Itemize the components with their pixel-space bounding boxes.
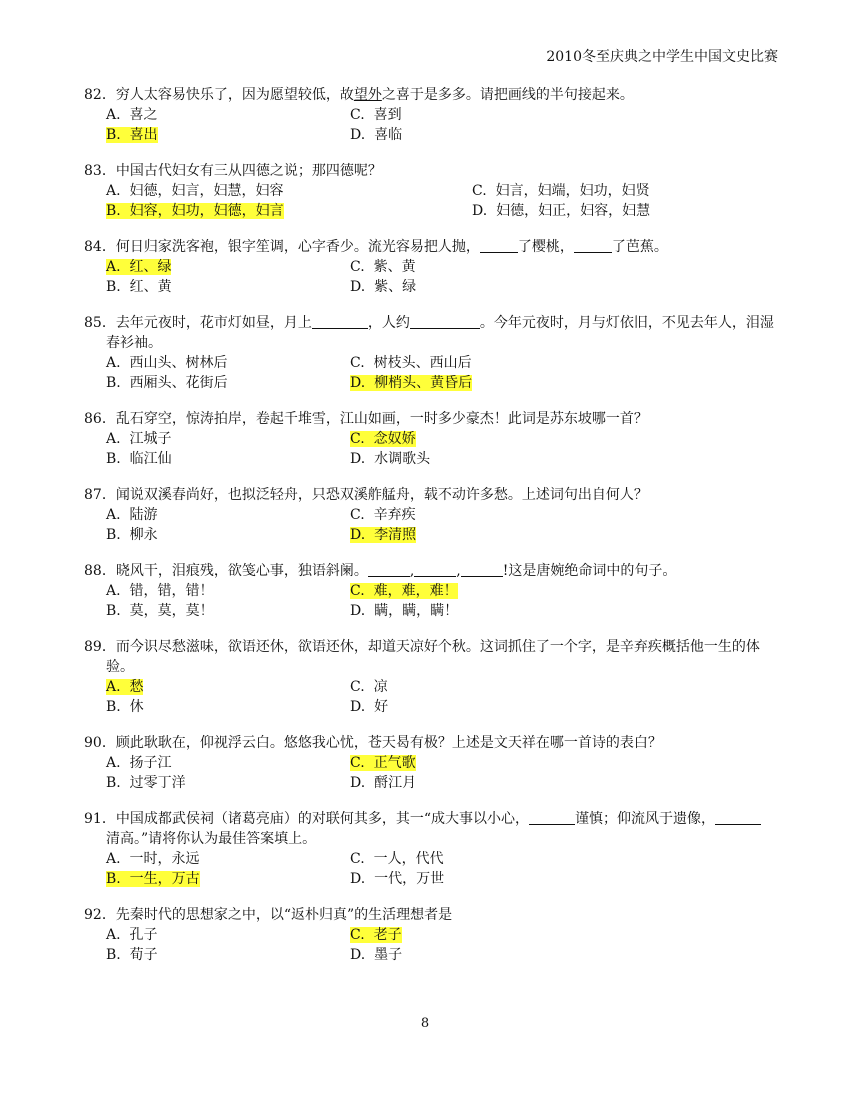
question-text: 86．乱石穿空，惊涛拍岸，卷起千堆雪，江山如画，一时多少豪杰！此词是苏东坡哪一首？	[84, 411, 648, 427]
option-d[interactable]: D. 酹江月	[350, 775, 417, 791]
question-89	[84, 637, 774, 717]
question-number: 87	[84, 487, 102, 503]
option-d[interactable]: D. 一代，万世	[350, 871, 445, 887]
options-grid	[84, 849, 774, 889]
question-text: 87．闻说双溪春尚好，也拟泛轻舟，只恐双溪舴艋舟，载不动许多愁。上述词句出自何人？	[84, 487, 648, 503]
underlined-phrase: 望外	[353, 87, 382, 103]
question-text: 91．中国成都武侯祠（诸葛亮庙）的对联何其多，其一“成大事以小心， 谨慎；仰流风于遗像，清高。”请将你认为最佳答案填上。	[84, 809, 774, 849]
question-86	[84, 409, 774, 469]
answer-blank	[410, 314, 480, 329]
option-d-correct[interactable]: D. 柳梢头、黄昏后	[350, 375, 473, 391]
option-c-correct[interactable]: C. 老子	[350, 927, 402, 943]
question-text: 89．而今识尽愁滋味，欲语还休，欲语还休，却道天凉好个秋。这词抓住了一个字，是辛弃疾概括他一生的体验。	[84, 639, 760, 675]
answer-blank	[461, 562, 503, 577]
option-a-correct[interactable]: A. 红、绿	[106, 259, 172, 275]
option-b-correct[interactable]: B. 一生，万古	[106, 871, 200, 887]
options-grid	[84, 429, 774, 469]
option-b[interactable]: B. 临江仙	[106, 451, 172, 467]
question-number: 84	[84, 239, 102, 255]
options-grid	[84, 257, 774, 297]
question-list	[84, 85, 774, 981]
page-header: 2010冬至庆典之中学生中国文史比赛	[546, 49, 778, 65]
option-c-correct[interactable]: C. 正气歌	[350, 755, 416, 771]
question-text: 90．顾此耿耿在，仰视浮云白。悠悠我心忧，苍天曷有极？上述是文天祥在哪一首诗的表白？	[84, 735, 662, 751]
options-grid	[84, 677, 774, 717]
options-grid	[84, 753, 774, 793]
option-c[interactable]: C. 喜到	[350, 107, 402, 123]
option-a[interactable]: A. 孔子	[106, 927, 158, 943]
question-88	[84, 561, 774, 621]
option-b[interactable]: B. 柳永	[106, 527, 158, 543]
option-a-correct[interactable]: A. 愁	[106, 679, 144, 695]
option-a[interactable]: A. 错，错，错！	[106, 583, 214, 599]
question-text: 83．中国古代妇女有三从四德之说；那四德呢？	[84, 163, 382, 179]
option-a[interactable]: A. 陆游	[106, 507, 158, 523]
answer-blank	[574, 238, 612, 253]
option-d[interactable]: D. 好	[350, 699, 389, 715]
option-a[interactable]: A. 喜之	[106, 107, 158, 123]
option-c[interactable]: C. 辛弃疾	[350, 507, 416, 523]
question-87	[84, 485, 774, 545]
option-c-correct[interactable]: C. 难，难，难！	[350, 583, 458, 599]
question-text: 84．何日归家洗客袍，银字笙调，心字香少。流光容易把人抛， 了樱桃， 了芭蕉。	[84, 239, 668, 255]
question-number: 92	[84, 907, 102, 923]
question-number: 83	[84, 163, 102, 179]
option-b-correct[interactable]: B. 妇容，妇功，妇德，妇言	[106, 203, 284, 219]
question-85	[84, 313, 774, 393]
question-number: 90	[84, 735, 102, 751]
option-d[interactable]: D. 水调歌头	[350, 451, 431, 467]
question-number: 85	[84, 315, 102, 331]
option-b-correct[interactable]: B. 喜出	[106, 127, 158, 143]
answer-blank	[414, 562, 456, 577]
option-a[interactable]: A. 妇德，妇言，妇慧，妇容	[106, 183, 284, 199]
question-text: 82．穷人太容易快乐了，因为愿望较低，故望外之喜于是多多。请把画线的半句接起来。	[84, 87, 634, 103]
options-grid	[84, 353, 774, 393]
option-c-correct[interactable]: C. 念奴娇	[350, 431, 416, 447]
answer-blank	[368, 562, 410, 577]
question-91	[84, 809, 774, 889]
option-d-correct[interactable]: D. 李清照	[350, 527, 417, 543]
option-d[interactable]: D. 紫、绿	[350, 279, 417, 295]
question-number: 86	[84, 411, 102, 427]
option-c[interactable]: C. 树枝头、西山后	[350, 355, 472, 371]
option-b[interactable]: B. 莫，莫，莫！	[106, 603, 214, 619]
answer-blank	[312, 314, 368, 329]
option-b[interactable]: B. 红、黄	[106, 279, 172, 295]
answer-blank	[480, 238, 518, 253]
option-a[interactable]: A. 扬子江	[106, 755, 172, 771]
question-number: 88	[84, 563, 102, 579]
question-number: 82	[84, 87, 102, 103]
options-grid	[84, 581, 774, 621]
question-92	[84, 905, 774, 965]
question-83	[84, 161, 774, 221]
options-grid	[84, 505, 774, 545]
option-d[interactable]: D. 喜临	[350, 127, 403, 143]
option-d[interactable]: D. 瞒，瞒，瞒！	[350, 603, 459, 619]
question-number: 91	[84, 811, 102, 827]
question-number: 89	[84, 639, 102, 655]
question-text: 88．晓风干，泪痕残，欲笺心事，独语斜阑。 , , !这是唐婉绝命词中的句子。	[84, 563, 677, 579]
option-d[interactable]: D. 墨子	[350, 947, 403, 963]
options-grid	[84, 105, 774, 145]
option-a[interactable]: A. 西山头、树林后	[106, 355, 228, 371]
answer-blank	[715, 810, 761, 825]
option-c[interactable]: C. 凉	[350, 679, 388, 695]
option-a[interactable]: A. 一时，永远	[106, 851, 200, 867]
option-c[interactable]: C. 一人，代代	[350, 851, 444, 867]
option-b[interactable]: B. 休	[106, 699, 144, 715]
option-b[interactable]: B. 西厢头、花街后	[106, 375, 228, 391]
question-90	[84, 733, 774, 793]
option-c[interactable]: C. 紫、黄	[350, 259, 416, 275]
answer-blank	[529, 810, 575, 825]
option-b[interactable]: B. 过零丁洋	[106, 775, 186, 791]
question-84	[84, 237, 774, 297]
option-a[interactable]: A. 江城子	[106, 431, 172, 447]
page-number: 8	[420, 1016, 430, 1031]
option-d[interactable]: D. 妇德，妇正，妇容，妇慧	[472, 203, 651, 219]
option-b[interactable]: B. 荀子	[106, 947, 158, 963]
question-text: 92．先秦时代的思想家之中，以“返朴归真”的生活理想者是	[84, 907, 453, 923]
option-c[interactable]: C. 妇言，妇端，妇功，妇贤	[472, 183, 650, 199]
options-grid	[84, 925, 774, 965]
question-text: 85．去年元夜时，花市灯如昼，月上 ，人约 。今年元夜时，月与灯依旧，不见去年人，泪湿春衫袖。	[84, 315, 774, 351]
question-82	[84, 85, 774, 145]
options-grid	[84, 181, 774, 221]
